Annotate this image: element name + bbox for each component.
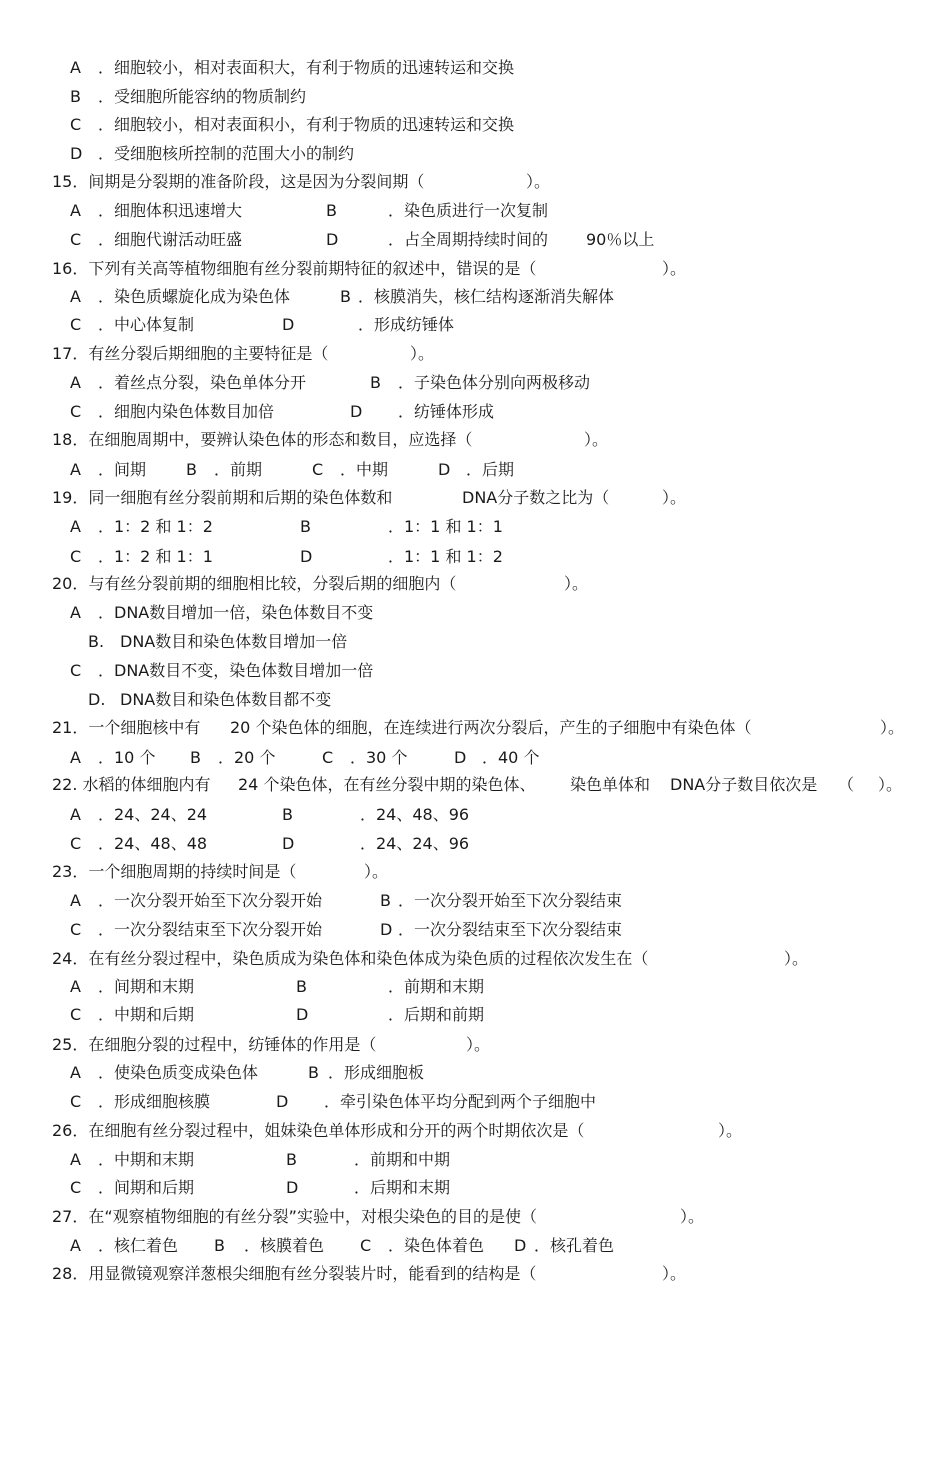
option-text: 90％以上	[586, 230, 655, 249]
option-letter: D	[276, 1092, 289, 1111]
option-text: ．中期	[340, 460, 389, 479]
option-letter: C	[70, 920, 82, 939]
option-letter: C	[70, 661, 82, 680]
option-text: ．细胞体积迅速增大	[98, 201, 243, 220]
option-text: ．10 个	[98, 748, 156, 767]
option-letter: B	[380, 891, 391, 910]
option-text: ．一次分裂开始至下次分裂开始	[98, 891, 323, 910]
option-letter: D.	[88, 690, 106, 709]
question-line	[0, 257, 687, 281]
option-letter: D	[514, 1236, 527, 1255]
option-line	[0, 1234, 615, 1258]
option-letter: A	[70, 287, 81, 306]
option-text: ．中心体复制	[98, 315, 195, 334]
option-line	[0, 371, 591, 395]
answer-blank-close: ）。	[526, 172, 551, 191]
question-text: 21．一个细胞核中有	[52, 718, 201, 737]
option-text: DNA数目和染色体数目都不变	[120, 690, 332, 709]
option-letter: C	[70, 1092, 82, 1111]
option-letter: C	[70, 402, 82, 421]
option-line	[0, 659, 374, 683]
answer-blank-close: ）。	[364, 862, 389, 881]
option-letter: D	[380, 920, 393, 939]
option-text: ．DNA数目增加一倍，染色体数目不变	[98, 603, 374, 622]
option-text: ．着丝点分裂，染色单体分开	[98, 373, 307, 392]
question-text: 24．在有丝分裂过程中，染色质成为染色体和染色体成为染色质的过程依次发生在（	[52, 949, 649, 968]
option-letter: A	[70, 1063, 81, 1082]
option-letter: A	[70, 977, 81, 996]
question-line	[0, 1119, 743, 1143]
answer-blank-close: ）。	[410, 344, 435, 363]
option-text: ．形成纺锤体	[358, 315, 455, 334]
option-letter: B	[282, 805, 293, 824]
option-letter: D	[438, 460, 451, 479]
option-text: ．核膜着色	[244, 1236, 325, 1255]
option-line	[0, 889, 623, 913]
question-line	[0, 342, 435, 366]
option-line	[0, 545, 503, 569]
option-text: ．间期	[98, 460, 147, 479]
question-line	[0, 716, 905, 740]
option-text: ．40 个	[482, 748, 540, 767]
question-line	[0, 572, 589, 596]
option-text: ．细胞代谢活动旺盛	[98, 230, 243, 249]
question-text: 24 个染色体，在有丝分裂中期的染色体、	[238, 775, 536, 794]
option-text: ．后期和末期	[354, 1178, 451, 1197]
option-letter: B	[286, 1150, 297, 1169]
question-line	[0, 1262, 687, 1286]
option-letter: C	[70, 230, 82, 249]
option-line	[0, 228, 655, 252]
question-line	[0, 1205, 705, 1229]
option-text: ．细胞较小，相对表面积小，有利于物质的迅速转运和交换	[98, 115, 515, 134]
option-letter: A	[70, 517, 81, 536]
question-text: 18．在细胞周期中，要辨认染色体的形态和数目，应选择（	[52, 430, 473, 449]
option-letter: D	[282, 315, 295, 334]
option-letter: D	[282, 834, 295, 853]
question-text: 28．用显微镜观察洋葱根尖细胞有丝分裂装片时，能看到的结构是（	[52, 1264, 537, 1283]
option-line	[0, 113, 515, 137]
option-text: ．前期和末期	[388, 977, 485, 996]
option-letter: B	[300, 517, 311, 536]
option-line	[0, 458, 515, 482]
answer-blank-open: （	[838, 775, 855, 794]
option-text: ．DNA数目不变，染色体数目增加一倍	[98, 661, 374, 680]
option-line	[0, 400, 495, 424]
option-line	[0, 515, 503, 539]
question-text: 16．下列有关高等植物细胞有丝分裂前期特征的叙述中，错误的是（	[52, 259, 537, 278]
option-text: ．染色体着色	[388, 1236, 485, 1255]
option-letter: D	[286, 1178, 299, 1197]
answer-blank-close: ）。	[680, 1207, 705, 1226]
option-text: ．染色质进行一次复制	[388, 201, 549, 220]
option-text: ．一次分裂开始至下次分裂结束	[398, 891, 623, 910]
option-line	[0, 1090, 597, 1114]
answer-blank-close: ）。	[584, 430, 609, 449]
option-text: ．30 个	[350, 748, 408, 767]
answer-blank-close: ）。	[784, 949, 809, 968]
question-text: 22. 水稻的体细胞内有	[52, 775, 211, 794]
option-line	[0, 918, 623, 942]
option-text: ．中期和后期	[98, 1005, 195, 1024]
option-text: ．20 个	[218, 748, 276, 767]
option-text: ．1：2 和 1：1	[98, 547, 213, 566]
option-line	[0, 630, 348, 654]
question-line	[0, 486, 687, 510]
option-line	[0, 56, 515, 80]
option-text: ．受细胞核所控制的范围大小的制约	[98, 144, 355, 163]
option-letter: D	[300, 547, 313, 566]
question-text: 23．一个细胞周期的持续时间是（	[52, 862, 297, 881]
option-letter: C	[70, 1178, 82, 1197]
option-text: ．前期和中期	[354, 1150, 451, 1169]
question-text: DNA分子数目依次是	[670, 775, 818, 794]
option-letter: D	[350, 402, 363, 421]
question-text: 15．间期是分裂期的准备阶段，这是因为分裂间期（	[52, 172, 425, 191]
option-letter: C	[70, 1005, 82, 1024]
option-text: ．核孔着色	[534, 1236, 615, 1255]
question-text: 染色单体和	[570, 775, 651, 794]
option-line	[0, 199, 549, 223]
option-text: ．核膜消失，核仁结构逐渐消失解体	[358, 287, 615, 306]
question-text: 27．在“观察植物细胞的有丝分裂”实验中，对根尖染色的目的是使（	[52, 1207, 537, 1226]
answer-blank-close: ）。	[662, 488, 687, 507]
option-text: ．1：2 和 1：2	[98, 517, 213, 536]
option-letter: C	[70, 115, 82, 134]
option-text: ．24、48、48	[98, 834, 208, 853]
option-letter: C	[70, 834, 82, 853]
answer-blank-close: ）。	[466, 1035, 491, 1054]
option-letter: B	[296, 977, 307, 996]
option-text: ．24、24、24	[98, 805, 208, 824]
question-line	[0, 428, 609, 452]
option-text: ．形成细胞板	[328, 1063, 425, 1082]
option-text: ．一次分裂结束至下次分裂结束	[398, 920, 623, 939]
option-text: ．间期和后期	[98, 1178, 195, 1197]
option-text: ．受细胞所能容纳的物质制约	[98, 87, 307, 106]
option-letter: D	[70, 144, 83, 163]
option-text: ．子染色体分别向两极移动	[398, 373, 591, 392]
option-letter: A	[70, 201, 81, 220]
option-line	[0, 1148, 451, 1172]
option-text: ．间期和末期	[98, 977, 195, 996]
option-letter: A	[70, 58, 81, 77]
question-text: 20．与有丝分裂前期的细胞相比较，分裂后期的细胞内（	[52, 574, 457, 593]
option-text: ．核仁着色	[98, 1236, 179, 1255]
option-letter: A	[70, 603, 81, 622]
option-text: ．牵引染色体平均分配到两个子细胞中	[324, 1092, 597, 1111]
question-line	[0, 1033, 491, 1057]
option-letter: C	[360, 1236, 372, 1255]
question-text: 19．同一细胞有丝分裂前期和后期的染色体数和	[52, 488, 393, 507]
option-letter: A	[70, 1150, 81, 1169]
option-letter: B	[70, 87, 81, 106]
option-text: DNA数目和染色体数目增加一倍	[120, 632, 348, 651]
option-letter: D	[326, 230, 339, 249]
option-letter: C	[70, 315, 82, 334]
option-text: ．24、48、96	[360, 805, 470, 824]
option-letter: B	[370, 373, 381, 392]
question-line	[0, 170, 551, 194]
question-text: 20 个染色体的细胞，在连续进行两次分裂后，产生的子细胞中有染色体（	[230, 718, 752, 737]
option-text: ．1：1 和 1：2	[388, 547, 503, 566]
option-line	[0, 142, 355, 166]
question-text: 17．有丝分裂后期细胞的主要特征是（	[52, 344, 329, 363]
option-line	[0, 746, 540, 770]
option-text: ．后期	[466, 460, 515, 479]
option-text: ．细胞较小，相对表面积大，有利于物质的迅速转运和交换	[98, 58, 515, 77]
option-text: ．1：1 和 1：1	[388, 517, 503, 536]
option-text: ．中期和末期	[98, 1150, 195, 1169]
option-letter: C	[322, 748, 334, 767]
option-line	[0, 1003, 485, 1027]
option-letter: A	[70, 460, 81, 479]
option-letter: C	[70, 547, 82, 566]
option-text: ．细胞内染色体数目加倍	[98, 402, 275, 421]
option-letter: D	[454, 748, 467, 767]
option-letter: C	[312, 460, 324, 479]
option-text: ．一次分裂结束至下次分裂开始	[98, 920, 323, 939]
option-text: ．后期和前期	[388, 1005, 485, 1024]
option-text: ．纺锤体形成	[398, 402, 495, 421]
option-line	[0, 1176, 451, 1200]
option-text: ．使染色质变成染色体	[98, 1063, 259, 1082]
option-line	[0, 975, 485, 999]
option-letter: B.	[88, 632, 105, 651]
answer-blank-close: ）。	[662, 1264, 687, 1283]
option-line	[0, 803, 470, 827]
option-text: ．前期	[214, 460, 263, 479]
option-text: ．形成细胞核膜	[98, 1092, 211, 1111]
question-text: DNA分子数之比为（	[462, 488, 610, 507]
option-line	[0, 832, 470, 856]
option-line	[0, 85, 307, 109]
question-line	[0, 773, 903, 797]
answer-blank-close: ）。	[662, 259, 687, 278]
option-letter: B	[186, 460, 197, 479]
option-line	[0, 601, 374, 625]
option-letter: B	[326, 201, 337, 220]
option-text: ．24、24、96	[360, 834, 470, 853]
option-letter: D	[296, 1005, 309, 1024]
option-letter: A	[70, 1236, 81, 1255]
answer-blank-close: ）。	[718, 1121, 743, 1140]
question-line	[0, 947, 809, 971]
option-letter: A	[70, 891, 81, 910]
option-letter: B	[190, 748, 201, 767]
option-letter: A	[70, 373, 81, 392]
option-text: ．染色质螺旋化成为染色体	[98, 287, 291, 306]
question-text: 26．在细胞有丝分裂过程中，姐妹染色单体形成和分开的两个时期依次是（	[52, 1121, 585, 1140]
option-line	[0, 1061, 425, 1085]
option-line	[0, 313, 455, 337]
option-line	[0, 285, 615, 309]
option-letter: B	[340, 287, 351, 306]
option-letter: B	[214, 1236, 225, 1255]
option-line	[0, 688, 332, 712]
answer-blank-close: ）。	[564, 574, 589, 593]
answer-blank-close: ）。	[878, 775, 903, 794]
option-letter: A	[70, 748, 81, 767]
question-line	[0, 860, 389, 884]
option-letter: A	[70, 805, 81, 824]
option-letter: B	[308, 1063, 319, 1082]
question-text: 25．在细胞分裂的过程中，纺锤体的作用是（	[52, 1035, 377, 1054]
option-text: ．占全周期持续时间的	[388, 230, 549, 249]
answer-blank-close: ）。	[880, 718, 905, 737]
